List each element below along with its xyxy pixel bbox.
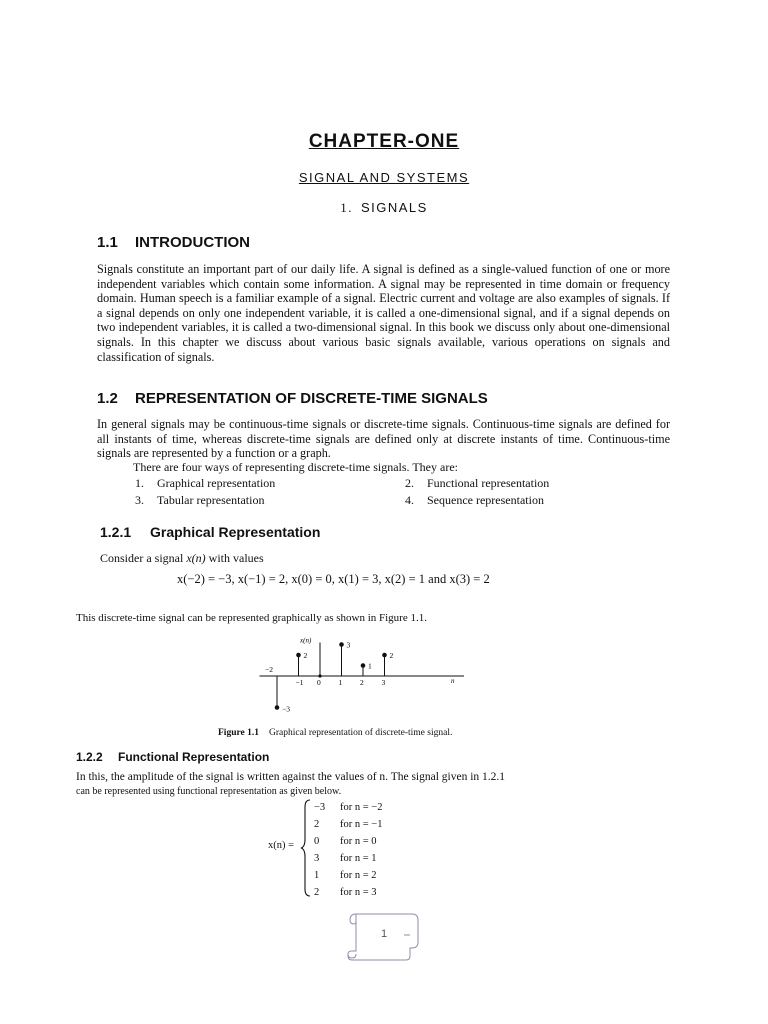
page-number: 1: [381, 928, 388, 940]
stem-point: [339, 642, 344, 647]
function-case-row: 0 for n = 0: [314, 836, 377, 847]
stem-point: [296, 653, 301, 658]
stem-value-label: 3: [346, 640, 351, 650]
intro-heading: [97, 234, 250, 251]
intro-number: 1.1: [97, 234, 118, 251]
graphical-intro: Consider a signal x(n) with values: [100, 551, 264, 565]
stem-point: [275, 705, 280, 710]
functional-title: Functional Representation: [118, 750, 270, 764]
x-tick-label: 2: [360, 678, 364, 687]
signal-name: x(n): [186, 551, 206, 565]
functional-number: 1.2.2: [76, 750, 103, 764]
y-axis-label: x(n): [300, 636, 312, 645]
chapter-title: CHAPTER-ONE: [308, 131, 460, 152]
functional-heading: [76, 750, 269, 764]
functional-text-line2: can be represented using functional representation as given below.: [76, 786, 342, 797]
stem-value-label: 1: [368, 661, 372, 671]
representation-title: REPRESENTATION OF DISCRETE-TIME SIGNALS: [135, 390, 488, 407]
functional-text-line1: In this, the amplitude of the signal is written against the values of n. The signal given in 1.2.1: [76, 771, 506, 783]
representation-heading: [97, 390, 488, 407]
x-tick-label: 3: [381, 678, 386, 687]
signal-values-equation: x(−2) = −3, x(−1) = 2, x(0) = 0, x(1) = 3, x(2) = 1 and x(3) = 2: [177, 572, 490, 586]
function-lhs: x(n) =: [268, 840, 295, 851]
section-number: 1.: [340, 200, 353, 215]
function-case-row: 3 for n = 1: [314, 853, 377, 864]
representation-paragraph: In general signals may be continuous-time signals or discrete-time signals. Continuous-time signals are defined for all instants of time, whereas discrete-time signals are defined only at discrete instants of time. Continuous-time signals are represented by a function or a graph.: [97, 417, 670, 461]
section-heading: [0, 200, 768, 216]
left-brace-icon: [300, 799, 312, 897]
function-case-row: 2 for n = −1: [314, 819, 383, 830]
stem-point: [361, 663, 366, 668]
stem-value-label: −3: [282, 704, 290, 714]
figure-caption-text: Graphical representation of discrete-time signal.: [269, 728, 453, 738]
chapter-subtitle: SIGNAL AND SYSTEMS: [298, 170, 470, 185]
stem-plot: [190, 620, 490, 730]
x-tick-label: 1: [338, 678, 343, 687]
graphical-heading: [100, 524, 320, 540]
intro-title: INTRODUCTION: [135, 234, 250, 251]
section-title: SIGNALS: [360, 200, 428, 215]
stem-value-label: 2: [303, 651, 308, 660]
list-item: 3. Tabular representation: [135, 493, 265, 507]
representation-list-intro: There are four ways of representing discrete-time signals. They are:: [133, 460, 458, 474]
stem-point: [382, 653, 387, 658]
list-item: 2. Functional representation: [405, 476, 550, 490]
figure-caption: [218, 728, 452, 738]
function-cases: [314, 799, 382, 901]
graphical-number: 1.2.1: [100, 524, 132, 540]
representation-number: 1.2: [97, 390, 118, 407]
figure-label: Figure 1.1: [218, 728, 259, 738]
stem-value-label: 2: [389, 651, 394, 660]
function-case-row: −3 for n = −2: [314, 802, 383, 813]
stem-side-label: −2: [265, 665, 273, 674]
x-tick-label: −1: [295, 678, 304, 687]
graphical-title: Graphical Representation: [150, 524, 321, 540]
x-tick-label: 0: [317, 678, 321, 687]
function-case-row: 2 for n = 3: [314, 887, 377, 898]
function-case-row: 1 for n = 2: [314, 870, 377, 881]
list-item: 4. Sequence representation: [405, 493, 544, 507]
x-axis-label: n: [451, 677, 455, 685]
intro-paragraph: Signals constitute an important part of our daily life. A signal is defined as a single-valued function of one or more independent variables which contain some information. A signal may be represented in time domain or frequency domain. Human speech is a familiar example of a signal. Electric current and voltage are also examples of signals. If a signal depends on only one independent variable, it is called a one-dimensional signal, and if a signal depends on two independent variables, it is called a two-dimensional signal. In this book we discuss only about one-dimensional signals. In this chapter we discuss about various basic signals available, various operations on signals and classification of signals.: [97, 262, 670, 364]
figure-intro: This discrete-time signal can be represented graphically as shown in Figure 1.1.: [76, 612, 427, 624]
list-item: 1. Graphical representation: [135, 476, 276, 490]
